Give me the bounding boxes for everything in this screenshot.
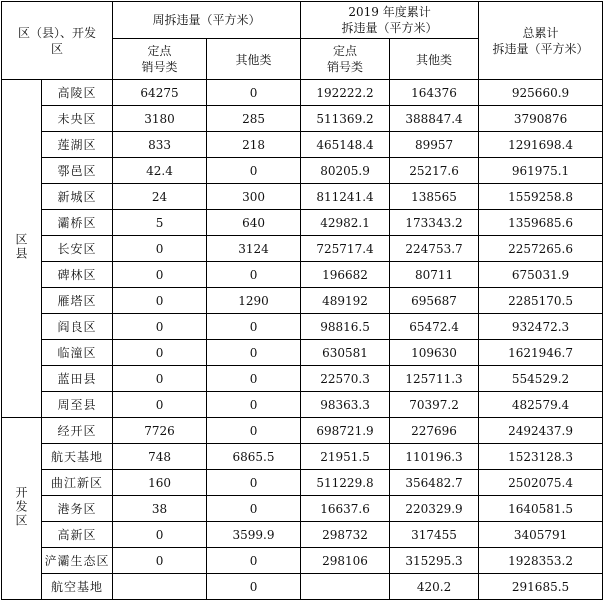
total-cell: 932472.3	[479, 314, 603, 340]
ytd-fixed-cell: 21951.5	[301, 444, 390, 470]
weekly-other-cell: 0	[207, 366, 301, 392]
header-ytd-fixed-line2: 销号类	[327, 60, 364, 74]
weekly-fixed-cell: 0	[113, 314, 207, 340]
ytd-fixed-cell: 298732	[301, 522, 390, 548]
header-ytd-other: 其他类	[390, 39, 479, 80]
district-name-cell: 港务区	[42, 496, 113, 522]
district-name-cell: 未央区	[42, 106, 113, 132]
total-cell: 2492437.9	[479, 418, 603, 444]
ytd-fixed-cell: 98816.5	[301, 314, 390, 340]
header-weekly-fixed	[113, 39, 207, 80]
ytd-fixed-cell: 725717.4	[301, 236, 390, 262]
weekly-other-cell: 0	[207, 158, 301, 184]
weekly-fixed-cell: 3180	[113, 106, 207, 132]
district-name-cell: 高陵区	[42, 80, 113, 106]
weekly-other-cell: 6865.5	[207, 444, 301, 470]
district-name-cell: 雁塔区	[42, 288, 113, 314]
weekly-other-cell: 0	[207, 574, 301, 600]
ytd-other-cell: 109630	[390, 340, 479, 366]
ytd-other-cell: 173343.2	[390, 210, 479, 236]
ytd-fixed-cell: 630581	[301, 340, 390, 366]
header-ytd-fixed-line1: 定点	[333, 44, 358, 58]
ytd-fixed-cell: 811241.4	[301, 184, 390, 210]
ytd-other-cell: 125711.3	[390, 366, 479, 392]
ytd-fixed-cell: 22570.3	[301, 366, 390, 392]
district-name-cell: 新城区	[42, 184, 113, 210]
table-row	[2, 522, 603, 548]
table-row	[2, 80, 603, 106]
district-name-cell: 蓝田县	[42, 366, 113, 392]
ytd-other-cell: 420.2	[390, 574, 479, 600]
ytd-other-cell: 227696	[390, 418, 479, 444]
header-ytd-fixed	[301, 39, 390, 80]
ytd-other-cell: 164376	[390, 80, 479, 106]
group-label: 区县	[14, 233, 28, 261]
total-cell: 1291698.4	[479, 132, 603, 158]
ytd-other-cell: 80711	[390, 262, 479, 288]
total-cell: 2257265.6	[479, 236, 603, 262]
table-row	[2, 444, 603, 470]
weekly-other-cell: 0	[207, 548, 301, 574]
ytd-fixed-cell: 298106	[301, 548, 390, 574]
weekly-other-cell: 285	[207, 106, 301, 132]
demolition-stats-table	[1, 1, 603, 600]
table-row	[2, 158, 603, 184]
weekly-fixed-cell: 0	[113, 288, 207, 314]
weekly-fixed-cell: 0	[113, 522, 207, 548]
total-cell: 961975.1	[479, 158, 603, 184]
ytd-other-cell: 224753.7	[390, 236, 479, 262]
district-name-cell: 灞桥区	[42, 210, 113, 236]
table-row	[2, 184, 603, 210]
total-cell: 1621946.7	[479, 340, 603, 366]
weekly-fixed-cell: 160	[113, 470, 207, 496]
table-row	[2, 418, 603, 444]
total-cell: 3790876	[479, 106, 603, 132]
header-ytd-line1: 2019 年度累计	[348, 5, 431, 19]
ytd-other-cell: 220329.9	[390, 496, 479, 522]
district-name-cell: 莲湖区	[42, 132, 113, 158]
weekly-other-cell: 218	[207, 132, 301, 158]
header-weekly-label: 周拆违量（平方米）	[152, 13, 261, 27]
total-cell: 675031.9	[479, 262, 603, 288]
ytd-other-cell: 89957	[390, 132, 479, 158]
weekly-other-cell: 1290	[207, 288, 301, 314]
total-cell: 1640581.5	[479, 496, 603, 522]
district-name-cell: 浐灞生态区	[42, 548, 113, 574]
weekly-other-cell: 0	[207, 80, 301, 106]
weekly-fixed-cell: 0	[113, 236, 207, 262]
weekly-other-cell: 3599.9	[207, 522, 301, 548]
header-total	[479, 2, 603, 80]
table-row	[2, 496, 603, 522]
ytd-other-cell: 25217.6	[390, 158, 479, 184]
ytd-other-cell: 695687	[390, 288, 479, 314]
district-name-cell: 高新区	[42, 522, 113, 548]
group-label-cell	[2, 418, 42, 600]
header-total-line2: 拆违量（平方米）	[492, 41, 589, 56]
weekly-fixed-cell: 64275	[113, 80, 207, 106]
ytd-other-cell: 388847.4	[390, 106, 479, 132]
total-cell: 925660.9	[479, 80, 603, 106]
table-row	[2, 470, 603, 496]
header-weekly-fixed-line1: 定点	[147, 44, 172, 58]
total-cell: 1523128.3	[479, 444, 603, 470]
total-cell: 554529.2	[479, 366, 603, 392]
weekly-fixed-cell: 0	[113, 366, 207, 392]
ytd-other-cell: 70397.2	[390, 392, 479, 418]
ytd-other-cell: 356482.7	[390, 470, 479, 496]
header-weekly-fixed-line2: 销号类	[141, 60, 178, 74]
table-row	[2, 392, 603, 418]
district-name-cell: 曲江新区	[42, 470, 113, 496]
weekly-fixed-cell: 38	[113, 496, 207, 522]
table-row	[2, 314, 603, 340]
ytd-fixed-cell: 511369.2	[301, 106, 390, 132]
district-name-cell: 经开区	[42, 418, 113, 444]
weekly-fixed-cell: 0	[113, 548, 207, 574]
weekly-fixed-cell: 748	[113, 444, 207, 470]
total-cell: 1559258.8	[479, 184, 603, 210]
weekly-fixed-cell: 42.4	[113, 158, 207, 184]
weekly-other-cell: 640	[207, 210, 301, 236]
district-name-cell: 鄠邑区	[42, 158, 113, 184]
header-region-line1: 区（县）、开发	[18, 25, 97, 40]
table-row	[2, 288, 603, 314]
district-name-cell: 碑林区	[42, 262, 113, 288]
district-name-cell: 周至县	[42, 392, 113, 418]
table-row	[2, 366, 603, 392]
group-label: 开发区	[14, 486, 28, 528]
total-cell: 1359685.6	[479, 210, 603, 236]
weekly-fixed-cell: 833	[113, 132, 207, 158]
group-label-cell	[2, 80, 42, 418]
weekly-other-cell: 0	[207, 392, 301, 418]
table-row	[2, 210, 603, 236]
district-name-cell: 航空基地	[42, 574, 113, 600]
district-name-cell: 阎良区	[42, 314, 113, 340]
header-ytd	[301, 2, 479, 39]
district-name-cell: 航天基地	[42, 444, 113, 470]
weekly-fixed-cell: 24	[113, 184, 207, 210]
total-cell: 1928353.2	[479, 548, 603, 574]
ytd-other-cell: 317455	[390, 522, 479, 548]
table-row	[2, 574, 603, 600]
table-row	[2, 548, 603, 574]
ytd-fixed-cell: 698721.9	[301, 418, 390, 444]
weekly-fixed-cell	[113, 574, 207, 600]
weekly-other-cell: 0	[207, 470, 301, 496]
weekly-fixed-cell: 7726	[113, 418, 207, 444]
weekly-fixed-cell: 0	[113, 340, 207, 366]
header-total-line1: 总累计	[522, 25, 559, 40]
ytd-other-cell: 138565	[390, 184, 479, 210]
ytd-fixed-cell: 465148.4	[301, 132, 390, 158]
ytd-fixed-cell: 42982.1	[301, 210, 390, 236]
ytd-other-cell: 110196.3	[390, 444, 479, 470]
weekly-other-cell: 0	[207, 314, 301, 340]
total-cell: 291685.5	[479, 574, 603, 600]
weekly-other-cell: 0	[207, 262, 301, 288]
header-weekly	[113, 2, 301, 39]
district-name-cell: 临潼区	[42, 340, 113, 366]
weekly-fixed-cell: 5	[113, 210, 207, 236]
table-row	[2, 106, 603, 132]
header-row-top	[2, 2, 603, 39]
total-cell: 482579.4	[479, 392, 603, 418]
ytd-other-cell: 65472.4	[390, 314, 479, 340]
ytd-fixed-cell	[301, 574, 390, 600]
total-cell: 3405791	[479, 522, 603, 548]
weekly-other-cell: 0	[207, 418, 301, 444]
header-region-line2: 区	[51, 41, 64, 56]
weekly-other-cell: 0	[207, 340, 301, 366]
header-weekly-other: 其他类	[207, 39, 301, 80]
header-region	[2, 2, 113, 80]
ytd-fixed-cell: 16637.6	[301, 496, 390, 522]
ytd-fixed-cell: 98363.3	[301, 392, 390, 418]
table-row	[2, 340, 603, 366]
weekly-other-cell: 3124	[207, 236, 301, 262]
ytd-fixed-cell: 511229.8	[301, 470, 390, 496]
header-ytd-line2: 拆违量（平方米）	[341, 21, 438, 35]
weekly-other-cell: 300	[207, 184, 301, 210]
weekly-fixed-cell: 0	[113, 392, 207, 418]
total-cell: 2285170.5	[479, 288, 603, 314]
weekly-other-cell: 0	[207, 496, 301, 522]
ytd-other-cell: 315295.3	[390, 548, 479, 574]
ytd-fixed-cell: 80205.9	[301, 158, 390, 184]
ytd-fixed-cell: 489192	[301, 288, 390, 314]
ytd-fixed-cell: 192222.2	[301, 80, 390, 106]
table-row	[2, 132, 603, 158]
weekly-fixed-cell: 0	[113, 262, 207, 288]
table-row	[2, 262, 603, 288]
district-name-cell: 长安区	[42, 236, 113, 262]
table-row	[2, 236, 603, 262]
ytd-fixed-cell: 196682	[301, 262, 390, 288]
total-cell: 2502075.4	[479, 470, 603, 496]
